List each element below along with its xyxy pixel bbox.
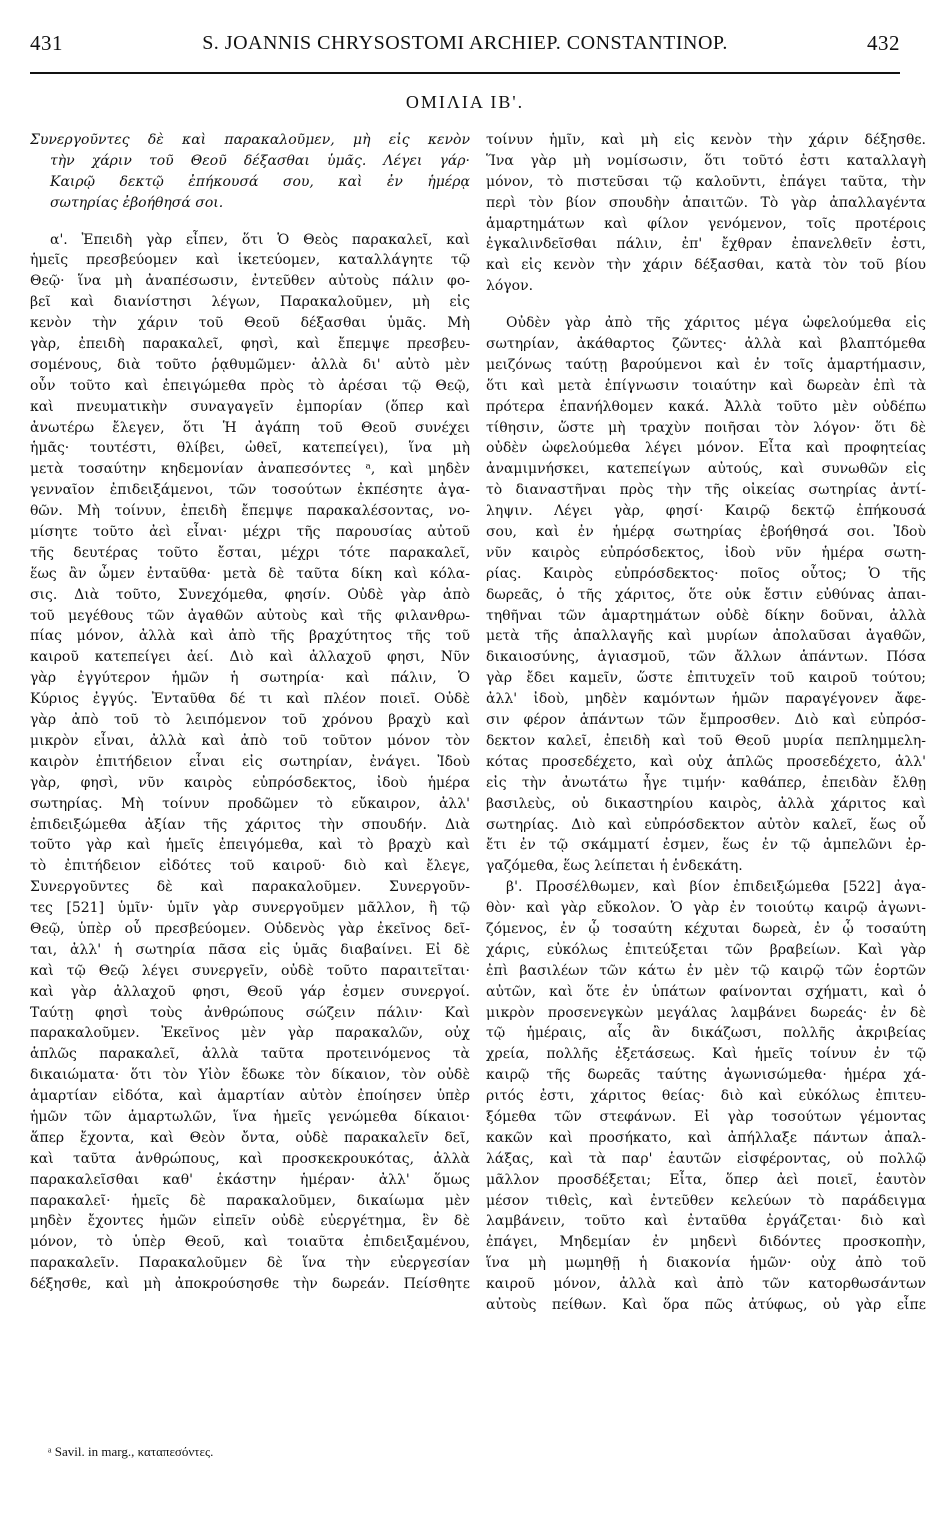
text-line: ἁμαρτημάτων καὶ φίλον γενόμενον, τοῖς προτέροις (486, 215, 926, 232)
text-line: ἕως ἂν ὦμεν ἐνταῦθα· μετὰ δὲ ταῦτα δίκη καὶ κόλα- (30, 565, 470, 582)
page-number-right: 432 (867, 30, 900, 55)
text-line: σιν φέρον ἁπάντων τῶν ἔμπροσθεν. Διὸ καὶ εὐπρόσ- (486, 712, 926, 729)
text-line: πίας μόνον, ἀλλὰ καὶ ἀπὸ τῆς βραχύτητος τῆς τοῦ (30, 628, 470, 645)
text-line: καὶ πνευματικὴν συναγαγεῖν ἐμπορίαν (ὅπερ καὶ (30, 398, 470, 415)
text-line: ἐπὶ βασιλέων τῶν κάτω ἐν μὲν τῷ καιρῷ τῶν ἑορτῶν (486, 962, 926, 979)
text-line: Θεῷ· ἵνα μὴ ἀναπέσωσιν, ἐντεῦθεν αὐτοὺς πάλιν φο- (30, 273, 470, 290)
text-line: τὴν χάριν τοῦ Θεοῦ δέξασθαι ὑμᾶς. Λέγει γάρ· (50, 152, 470, 169)
text-line: λόγον. (486, 278, 534, 295)
text-line: Θεῷ, ὑπὲρ οὗ πρεσβεύομεν. Οὐδενὸς γὰρ ἐκεῖνος δεῖ- (30, 920, 470, 937)
text-line: Ἵνα γὰρ μὴ νομίσωσιν, ὅτι τοῦτό ἐστι καταλλαγὴ (486, 152, 926, 169)
text-line: ἡμᾶς· τουτέστι, θλίβει, ὠθεῖ, κατεπείγει), ἵνα μὴ (30, 440, 470, 457)
text-line: αὐτῶν, καὶ ὅτε ἐν ὑπάτων φαίνονται σχήματι, καὶ ὁ (486, 983, 926, 1000)
text-line: οὐδὲν ὠφελούμεθα λέγει μόνον. Εἶτα καὶ προφητείας (486, 440, 926, 457)
text-line: Ταύτῃ φησὶ τοὺς ἀνθρώπους σώζειν πάλιν· Καὶ (30, 1004, 470, 1021)
text-line: μᾶλλον προσδέξεται; Εἶτα, ὅπερ ἀεὶ ποιεῖ, ἑαυτὸν (486, 1171, 926, 1188)
text-line: εἰς τὴν ἀνωτάτω ἦγε τιμήν· καθάπερ, ἐπειδὰν ἔλθῃ (486, 774, 926, 791)
text-line: Οὐδὲν γὰρ ἀπὸ τῆς χάριτος μέγα ὠφελούμεθα εἰς (506, 315, 926, 332)
text-line: τῆς δευτέρας τοῦτο ἔσται, μέχρι τότε παρακαλεῖ, (30, 544, 470, 561)
text-line: μετὰ τῆς ἀπαλλαγῆς καὶ μυρίων ἀπολαῦσαι ἀγαθῶν, (486, 628, 926, 645)
text-line: δέξησθε, καὶ μὴ ἀποκρούσησθε τὴν δωρεάν. Πείσθητε (30, 1276, 470, 1293)
text-line: ἀλλ' ἰδοὺ, μηδὲν καμόντων ἡμῶν παραγέγονεν ἄφε- (486, 691, 926, 708)
text-line: ἁμαρτίαν εἰδότα, καὶ ἁμαρτίαν αὐτὸν ἐποίησεν ὑπὲρ (30, 1088, 470, 1105)
text-line: μειζόνως ταύτῃ βαρούμενοι καὶ ἐν τοῖς ἁμαρτήμασιν, (486, 356, 926, 373)
text-line: δωρεᾶς, ὁ τῆς χάριτος, ὅτε οὐκ ἔστιν εὐθύνας ἀπαι- (486, 586, 926, 603)
text-line: ἐπιδειξώμεθα ἀξίαν τῆς χάριτος τὴν σπουδήν. Διὰ (30, 816, 470, 833)
text-line: α'. Ἐπειδὴ γὰρ εἶπεν, ὅτι Ὁ Θεὸς παρακαλεῖ, καὶ (50, 231, 470, 248)
text-line: κακῶν καὶ προσήκατο, καὶ ἀπήλλαξε πάντων ἀπαλ- (486, 1129, 926, 1146)
text-line: γὰρ, ἐπειδὴ παρακαλεῖ, φησὶ, καὶ ἔπεμψε πρεσβευ- (30, 336, 470, 353)
text-line: οὖν τοῦτο καὶ ἐπειγώμεθα πρὸς τὸ ἀρέσαι τῷ Θεῷ, (30, 377, 470, 394)
text-line: Κύριος ἐγγύς. Ἐνταῦθα δέ τι καὶ πλέον ποιεῖ. Οὐδὲ (30, 691, 470, 708)
text-line: παρακαλεῖσθαι καθ' ἑκάστην ἡμέραν· ἀλλ' ὅμως (30, 1171, 470, 1188)
text-line: ἅπερ ἔχοντα, καὶ Θεὸν ὄντα, οὐδὲ παρακαλεῖν δεῖ, (30, 1129, 470, 1146)
text-line: τῷ ἡμέραις, αἷς ἂν δικάζωσι, πολλῆς ἀκριβείας (486, 1025, 926, 1042)
text-line: β'. Προσέλθωμεν, καὶ βίον ἐπιδειξώμεθα [522] ἀγα- (506, 879, 926, 896)
text-line: τηθῆναι τῶν ἁμαρτημάτων οὐδὲ δίκην δοῦναι, ἀλλὰ (486, 607, 926, 624)
text-line: μικρὸν προσενεγκὼν μεγάλας λαμβάνει δωρεάς· ἐν δὲ (486, 1004, 926, 1021)
text-line: ἐπάγει, Μηδεμίαν ἐν μηδενὶ διδόντες προσκοπὴν, (486, 1234, 926, 1251)
text-line: δικαιοσύνης, ἁγιασμοῦ, τῶν ἄλλων ἁπάντων. Πόσα (486, 649, 926, 666)
text-line: παρακαλεῖ· ἡμεῖς δὲ παρακαλοῦμεν, δικαίωμα μὲν (30, 1192, 470, 1209)
text-line: δικαιώματα· ὅτι τὸν Υἱὸν ἔδωκε τὸν δίκαιον, τὸν οὐδὲ (30, 1067, 470, 1084)
text-line: μικρὸν εἶναι, ἀλλὰ καὶ ἀπὸ τοῦ τοῦτον μόνον τὸν (30, 732, 470, 749)
text-line: μίσητε τοῦτο ἀεὶ εἶναι· μέχρι τῆς παρουσίας αὐτοῦ (30, 524, 470, 541)
text-line: καὶ εἰς κενὸν τὴν χάριν δέξασθαι, κατὰ τὸν τοῦ βίου (486, 257, 926, 274)
text-line: χάρις, εὐκόλως ἐπιτεύξεται τῶν βραβείων. Καὶ γὰρ (486, 941, 926, 958)
header-rule (30, 72, 900, 74)
text-line: ζόμενος, ἐν ᾧ τοσαύτη κέχυται δωρεὰ, ἐν ᾧ τοσαύτη (486, 920, 926, 937)
text-line: περὶ τὸν βίον σπουδὴν ἀπαιτῶν. Τὸ γὰρ ἀπαλλαγέντα (486, 194, 926, 211)
text-line: ρίας. Καιρὸς εὐπρόσδεκτος· ποῖος οὗτος; Ὁ τῆς (486, 565, 926, 582)
text-line: γὰρ ἔδει καμεῖν, ὥστε ἐπιτυχεῖν τοῦ καιροῦ τούτου; (486, 670, 926, 687)
text-line: κότας προσεδέχετο, καὶ οὐχ ἁπλῶς προσεδέχετο, ἀλλ' (486, 753, 926, 770)
text-line: τὸ ἐπιτήδειον εἰδότες τοῦ καιροῦ· διὸ καὶ ἔλεγε, (30, 858, 470, 875)
text-line: καιρὸν ἐπιτήδειον εἶναι εἰς σωτηρίαν, ἐνάγει. Ἰδοὺ (30, 753, 470, 770)
text-line: σωτηρίας. Διὸ καὶ εὐπρόσδεκτον αὐτὸν καλεῖ, ἕως οὗ (486, 816, 926, 833)
text-line: καὶ τῷ Θεῷ λέγει συνεργεῖν, οὐδὲ τοῦτο παραιτεῖται· (30, 962, 470, 979)
text-line: μόνον, τὸ πιστεῦσαι τῷ καλοῦντι, ἐπάγει ταῦτα, τὴν (486, 173, 926, 190)
text-line: ἁπλῶς παρακαλεῖ, ἀλλὰ ταῦτα προτεινόμενος τὰ (30, 1046, 470, 1063)
text-line: ληψιν. Λέγει γὰρ, φησί· Καιρῷ δεκτῷ ἐπήκουσά (486, 503, 926, 520)
left-column (30, 130, 470, 1295)
right-column (486, 130, 926, 1316)
text-line: ἀναμιμνήσκει, κατεπείγων αὐτούς, καὶ συνωθῶν εἰς (486, 461, 926, 478)
text-line: σωτηρίας. Μὴ τοίνυν προδῶμεν τὸ εὔκαιρον, ἀλλ' (30, 795, 470, 812)
text-line: καὶ ταῦτα ἀνθρώπους, καὶ προσκεκρουκότας, ἀλλὰ (30, 1150, 470, 1167)
text-line: ριτός ἐστι, χάριτος θείας· διὸ καὶ εὐκόλως ἐπιτευ- (486, 1088, 926, 1105)
text-line: σωτηρίας ἐβοήθησά σοι. (50, 194, 224, 211)
text-line: μετὰ τοσαύτην κηδεμονίαν ἀναπεσόντες ᵃ, καὶ μηδὲν (30, 461, 470, 478)
text-line: μόνον, τὸ ὑπὲρ Θεοῦ, καὶ τοιαῦτα ἐπιδειξαμένου, (30, 1234, 470, 1251)
text-line: δεκτον καλεῖ, ἐπειδὴ καὶ τοῦ Θεοῦ μυρία πεπλημμελη- (486, 732, 926, 749)
text-line: λάξας, καὶ τὰ παρ' ἑαυτῶν εἰσφέροντας, οὐ πολλῷ (486, 1150, 926, 1167)
text-line: βεῖ καὶ διανίστησι λέγων, Παρακαλοῦμεν, μὴ εἰς (30, 294, 470, 311)
text-line: τὸ διαναστῆναι πρὸς τὴν τῆς οἰκείας σωτηρίας ἀντί- (486, 482, 926, 499)
text-line: Καιρῷ δεκτῷ ἐπήκουσά σου, καὶ ἐν ἡμέρᾳ (50, 173, 470, 190)
text-line: γὰρ, φησὶ, νῦν καιρὸς εὐπρόσδεκτος, ἰδοὺ ἡμέρα (30, 774, 470, 791)
text-line: καὶ γὰρ ἀλλαχοῦ φησι, Θεοῦ γάρ ἐσμεν συνεργοί. (30, 983, 470, 1000)
text-line: θὸν· καὶ γὰρ εὔκολον. Ὁ γὰρ ἐν τοιούτῳ καιρῷ ἀγωνι- (486, 900, 926, 917)
text-line: σομένους, διὰ τοῦτο ῥᾳθυμῶμεν· ἀλλὰ δι' αὐτὸ μὲν (30, 356, 470, 373)
text-line: ἐγκαλινδεῖσθαι πάλιν, ἐπ' ἔχθραν ἐπανελθεῖν ἐστι, (486, 236, 926, 253)
text-line: τοῦτο γὰρ καὶ ἡμεῖς ἐπειγόμεθα, καὶ τὸ βραχὺ καὶ (30, 837, 470, 854)
text-line: ἔτι ἐν τῷ σκάμματί ἐσμεν, ἕως ἐν τῷ ἀμπελῶνι ἐρ- (486, 837, 926, 854)
text-line: μέσον τιθεὶς, καὶ ἐντεῦθεν κελεύων τὸ παράδειγμα (486, 1192, 926, 1209)
text-line: βασιλεὺς, οὐ δικαστηρίου καιρὸς, ἀλλὰ χάριτος καὶ (486, 795, 926, 812)
text-line: ξόμεθα τῶν στεφάνων. Εἰ γὰρ τοσούτων γέμοντας (486, 1108, 926, 1125)
text-line: καιροῦ κατεπείγει ἀεί. Διὸ καὶ ἀλλαχοῦ φησι, Νῦν (30, 649, 470, 666)
text-line: Συνεργοῦντες δὲ καὶ παρακαλοῦμεν, μὴ εἰς κενὸν (30, 132, 470, 148)
text-line: καιροῦ μόνον, ἀλλὰ καὶ ἀπὸ τῶν κατορθωσάντων (486, 1276, 926, 1293)
text-line: τοίνυν ἡμῖν, καὶ μὴ εἰς κενὸν τὴν χάριν δέξησθε. (486, 132, 926, 148)
text-line: νῦν καιρὸς εὐπρόσδεκτος, ἰδοὺ νῦν ἡμέρα σωτη- (486, 544, 926, 561)
text-line: χρεία, πολλῆς ἐξετάσεως. Καὶ ἡμεῖς τοίνυν ἐν τῷ (486, 1046, 926, 1063)
running-title: S. JOANNIS CHRYSOSTOMI ARCHIEP. CONSTANTINOP. (202, 31, 728, 54)
text-line: σου, καὶ ἐν ἡμέρᾳ σωτηρίας ἐβοήθησά σοι. Ἰδοὺ (486, 524, 926, 541)
text-line: τες [521] ὑμῖν· ὑμῖν γὰρ συνεργοῦμεν μᾶλλον, ἢ τῷ (30, 900, 470, 917)
homily-title: ΟΜΙΛΙΑ ΙΒ'. (405, 92, 525, 112)
text-line: λαμβάνειν, τοῦτο καὶ ἐνταῦθα ἐργάζεται· διὸ καὶ (486, 1213, 926, 1230)
text-line: ται, ἀλλ' ἡ σωτηρία πᾶσα εἰς ὑμᾶς διαβαίνει. Εἰ δὲ (30, 941, 470, 958)
text-line: καιρῷ τῆς δωρεᾶς ταύτης ἀγωνισώμεθα· ἡμέρα χά- (486, 1067, 926, 1084)
text-line: σωτηρίαν, ἀκάθαρτος ζῶντες· ἀλλὰ καὶ βλαπτόμεθα (486, 336, 926, 353)
text-line: Συνεργοῦντες δὲ καὶ παρακαλοῦμεν. Συνεργοῦν- (30, 879, 470, 896)
text-line: ἡμεῖς πρεσβεύομεν καὶ ἱκετεύομεν, καταλλάγητε τῷ (30, 252, 470, 269)
text-line: θῶν. Μὴ τοίνυν, ἐπειδὴ ἔπεμψε παρακαλέσοντας, νο- (30, 503, 470, 520)
text-line: πρότερα ἐπανήλθομεν κακά. Ἀλλὰ τοῦτο μὲν οὐδέπω (486, 398, 926, 415)
text-line: τίθησιν, ὥστε μὴ τραχὺν ποιῆσαι τὸν λόγον· ὅτι δὲ (486, 419, 926, 436)
text-line: κενὸν τὴν χάριν τοῦ Θεοῦ δέξασθαι ὑμᾶς. Μὴ (30, 315, 470, 332)
text-line: αὐτοὺς πείθων. Καὶ ὅρα πῶς ἀτύφως, οὐ γὰρ εἶπε (486, 1296, 926, 1313)
text-line: ἀνωτέρω ἔλεγεν, ὅτι Ἡ ἀγάπη τοῦ Θεοῦ συνέχει (30, 419, 470, 436)
text-line: ὅτι καὶ μετὰ ἐπίγνωσιν τοιαύτην καὶ δωρεὰν ἐπὶ τὰ (486, 377, 926, 394)
running-head (30, 26, 900, 60)
text-line: γὰρ ἀπὸ τοῦ τὸ λειπόμενον τοῦ χρόνου βραχὺ καὶ (30, 712, 470, 729)
text-line: γενναῖον ἐπιδειξάμενοι, τῶν τοσούτων ἐκπέσητε ἀγα- (30, 482, 470, 499)
text-line: παρακαλοῦμεν. Ἐκεῖνος μὲν γὰρ παρακαλῶν, οὐχ (30, 1025, 470, 1042)
text-line: γαζόμεθα, ἕως λείπεται ἡ ἑνδεκάτη. (486, 858, 743, 875)
text-line: τοῦ μεγέθους τῶν ἀγαθῶν αὐτοὺς καὶ τῆς φιλανθρω- (30, 607, 470, 624)
footnote: ᵃ Savil. in marg., καταπεσόντες. (48, 1444, 214, 1459)
text-line: σις. Διὰ τοῦτο, Συνεχόμεθα, φησίν. Οὐδὲ γὰρ ἀπὸ (30, 586, 470, 603)
text-line: γὰρ ἐγγύτερον ἡμῶν ἡ σωτηρία· καὶ πάλιν, Ὁ (30, 670, 470, 687)
text-line: ἵνα μὴ μωμηθῇ ἡ διακονία ἡμῶν· οὐχ ἀπὸ τοῦ (486, 1255, 926, 1272)
text-line: ἡμῶν τῶν ἁμαρτωλῶν, ἵνα ἡμεῖς γενώμεθα δίκαιοι· (30, 1108, 470, 1125)
text-line: παρακαλεῖν. Παρακαλοῦμεν δὲ ἵνα τὴν εὐεργεσίαν (30, 1255, 470, 1272)
page-number-left: 431 (30, 30, 63, 55)
text-line: μηδὲν ἔχοντες ἡμῶν εἰπεῖν οὐδὲ εὐεργέτημα, ἓν δὲ (30, 1213, 470, 1230)
